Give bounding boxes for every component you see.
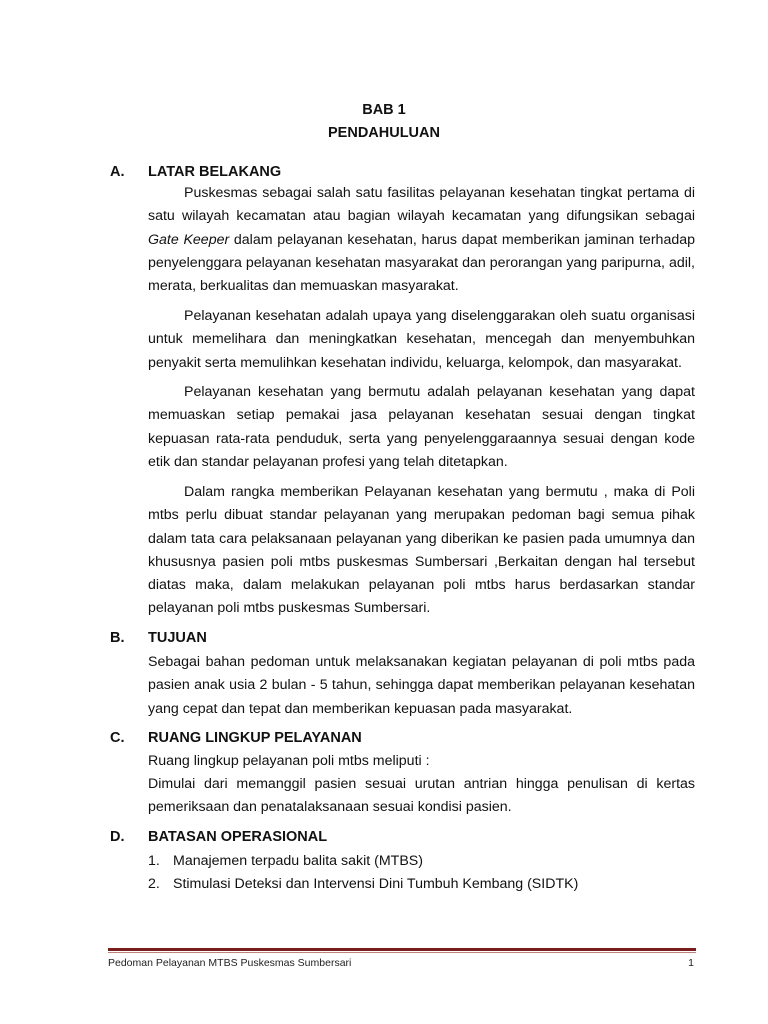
list-item: 1. Manajemen terpadu balita sakit (MTBS) <box>148 853 423 869</box>
ruang-intro: Ruang lingkup pelayanan poli mtbs meliputi : <box>148 753 430 769</box>
section-a-heading: LATAR BELAKANG <box>148 164 282 180</box>
chapter-number: BAB 1 <box>362 102 406 118</box>
page-number: 1 <box>688 957 694 969</box>
latar-paragraph-4: Dalam rangka memberikan Pelayanan kesehatan yang bermutu , maka di Poli mtbs perlu dibuat standar pelayanan yang merupakan pedoman bagi semua pihak dalam tata cara pelaksanaan pelayanan yang diberikan ke pasien pada umumnya dan khususnya pasien poli mtbs puskesmas Sumbersari ,Berkaitan dengan hal tersebut diatas maka, dalam melakukan pelayanan poli mtbs harus berdasarkan standar pelayanan poli mtbs puskesmas Sumbersari. <box>148 484 695 617</box>
section-a-letter: A. <box>110 164 125 180</box>
section-b-letter: B. <box>110 630 125 646</box>
footer-rule-thin <box>108 952 696 953</box>
section-b-heading: TUJUAN <box>148 630 207 646</box>
section-d-heading: BATASAN OPERASIONAL <box>148 829 328 845</box>
chapter-title: PENDAHULUAN <box>328 125 440 141</box>
latar-paragraph-1: Puskesmas sebagai salah satu fasilitas pelayanan kesehatan tingkat pertama di satu wilayah kecamatan atau bagian wilayah kecamatan yang difungsikan sebagai Gate Keeper dalam pelayanan kesehatan, harus dapat memberikan jaminan terhadap penyelenggara pelayanan kesehatan masyarakat dan perorangan yang paripurna, adil, merata, berkualitas dan memuaskan masyarakat. <box>148 185 696 295</box>
tujuan-paragraph: Sebagai bahan pedoman untuk melaksanakan kegiatan pelayanan di poli mtbs pada pasien anak usia 2 bulan - 5 tahun, sehingga dapat memberikan pelayanan kesehatan yang cepat dan tepat dan memberikan kepuasan pada masyarakat. <box>148 654 695 717</box>
section-c-heading: RUANG LINGKUP PELAYANAN <box>148 730 362 746</box>
section-c-letter: C. <box>110 730 125 746</box>
latar-paragraph-3: Pelayanan kesehatan yang bermutu adalah pelayanan kesehatan yang dapat memuaskan setiap pemakai jasa pelayanan kesehatan sesuai dengan tingkat kepuasan rata-rata penduduk, serta yang penyelenggaraannya sesuai dengan kode etik dan standar pelayanan profesi yang telah ditetapkan. <box>148 384 695 470</box>
list-item: 2. Stimulasi Deteksi dan Intervensi Dini Tumbuh Kembang (SIDTK) <box>148 876 579 892</box>
footer-rule <box>108 948 696 951</box>
footer <box>108 957 696 969</box>
footer-text: Pedoman Pelayanan MTBS Puskesmas Sumbersari <box>108 957 352 969</box>
latar-paragraph-2: Pelayanan kesehatan adalah upaya yang diselenggarakan oleh suatu organisasi untuk memelihara dan meningkatkan kesehatan, mencegah dan menyembuhkan penyakit serta memulihkan kesehatan individu, keluarga, kelompok, dan masyarakat. <box>148 308 695 371</box>
section-d-letter: D. <box>110 829 125 845</box>
ruang-paragraph: Dimulai dari memanggil pasien sesuai urutan antrian hingga penulisan di kertas pemeriksaan dan penatalaksanaan sesuai kondisi pasien. <box>148 776 695 816</box>
